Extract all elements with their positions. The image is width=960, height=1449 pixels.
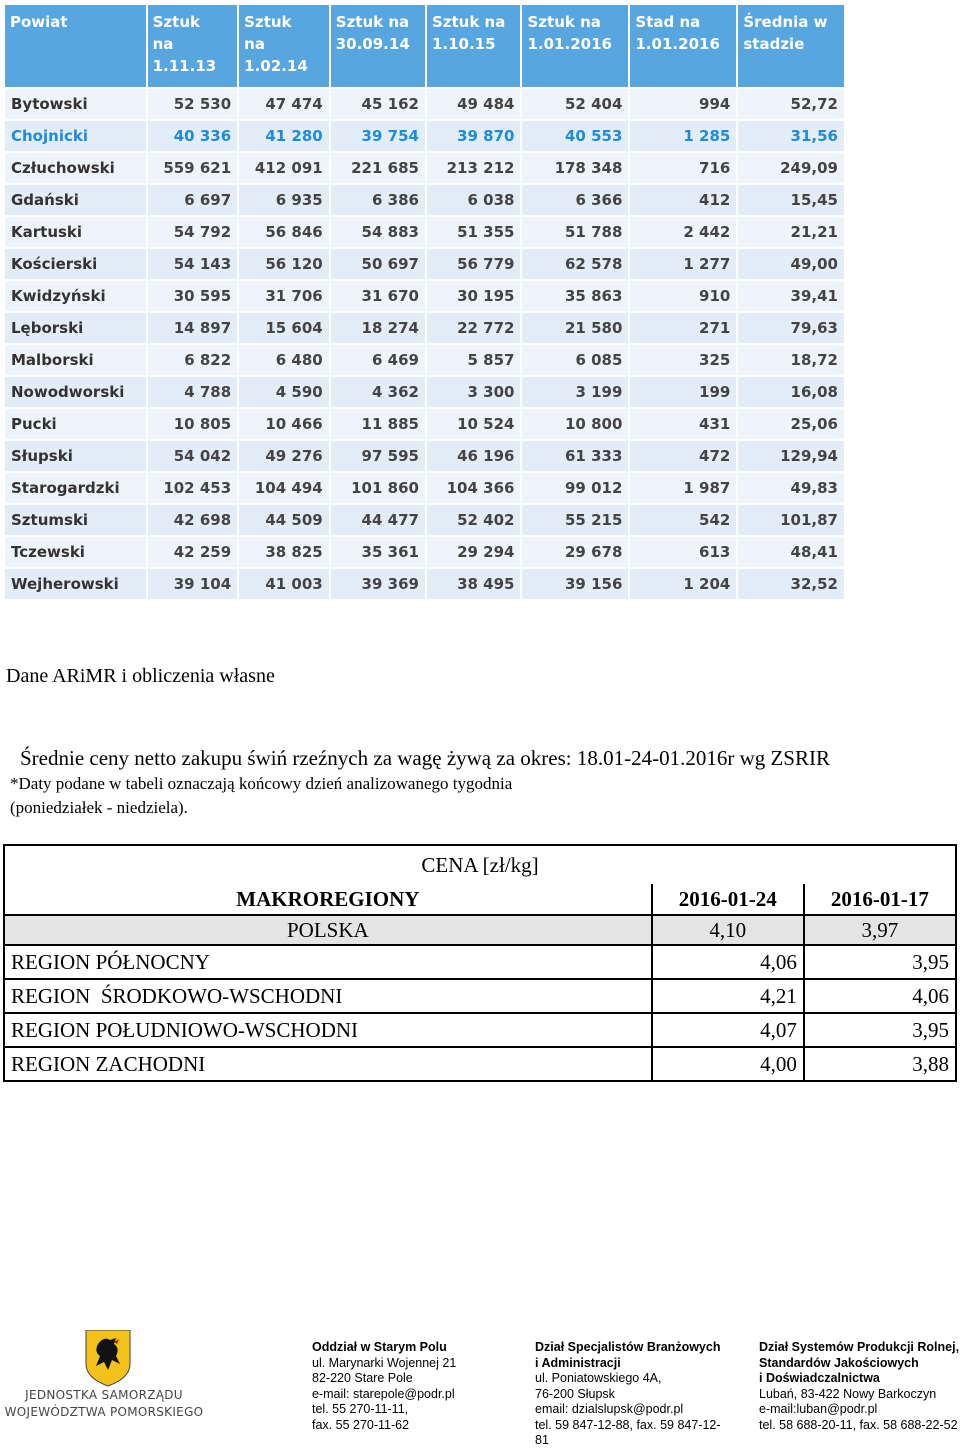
- powiat-value: 38 825: [239, 537, 329, 567]
- header-sztuk-1-10-15: Sztuk na 1.10.15: [427, 5, 521, 87]
- powiat-value: 3 199: [522, 377, 628, 407]
- powiat-value: 62 578: [522, 249, 628, 279]
- powiat-value: 44 477: [331, 505, 425, 535]
- powiat-value: 21 580: [522, 313, 628, 343]
- powiat-name: Bytowski: [5, 89, 146, 119]
- powiat-value: 39 870: [427, 121, 521, 151]
- powiat-value: 6 085: [522, 345, 628, 375]
- powiat-value: 542: [630, 505, 736, 535]
- powiat-row: [5, 441, 844, 471]
- powiat-value: 18,72: [738, 345, 844, 375]
- powiat-value: 1 987: [630, 473, 736, 503]
- footer-col2-line: i Administracji: [535, 1355, 621, 1370]
- powiat-value: 99 012: [522, 473, 628, 503]
- powiat-value: 41 003: [239, 569, 329, 599]
- footer-col2-line: tel. 59 847-12-88, fax. 59 847-12-: [535, 1417, 721, 1432]
- header-sztuk-1-01-2016: Sztuk na 1.01.2016: [522, 5, 628, 87]
- price-table-header: [4, 884, 956, 915]
- powiat-value: 61 333: [522, 441, 628, 471]
- powiat-value: 42 698: [148, 505, 238, 535]
- powiat-value: 6 469: [331, 345, 425, 375]
- powiat-value: 45 162: [331, 89, 425, 119]
- powiat-row: [5, 121, 844, 151]
- powiat-name: Pucki: [5, 409, 146, 439]
- powiat-table-header: [5, 5, 844, 87]
- region-value-1: 4,21: [652, 979, 804, 1013]
- powiat-value: 6 935: [239, 185, 329, 215]
- powiat-value: 52 402: [427, 505, 521, 535]
- footer-col3-line: tel. 58 688-20-11, fax. 58 688-22-52: [759, 1417, 958, 1432]
- powiat-row: [5, 345, 844, 375]
- powiat-value: 40 336: [148, 121, 238, 151]
- powiat-value: 5 857: [427, 345, 521, 375]
- price-table: [3, 844, 957, 1082]
- powiat-value: 21,21: [738, 217, 844, 247]
- region-label: REGION POŁUDNIOWO-WSCHODNI: [4, 1013, 652, 1047]
- region-row: [4, 1047, 956, 1081]
- date2-header: 2016-01-17: [804, 884, 956, 915]
- header-powiat: Powiat: [5, 5, 146, 87]
- powiat-value: 325: [630, 345, 736, 375]
- powiat-name: Starogardzki: [5, 473, 146, 503]
- powiat-name: Kościerski: [5, 249, 146, 279]
- powiat-row: [5, 537, 844, 567]
- powiat-value: 6 697: [148, 185, 238, 215]
- footer-col2-line: email: dzialslupsk@podr.pl: [535, 1402, 684, 1416]
- powiat-value: 1 277: [630, 249, 736, 279]
- powiat-value: 52,72: [738, 89, 844, 119]
- powiat-value: 29 678: [522, 537, 628, 567]
- header-srednia: Średnia w stadzie: [738, 5, 844, 87]
- polska-value-2: 3,97: [804, 915, 956, 945]
- powiat-value: 56 779: [427, 249, 521, 279]
- date1-header: 2016-01-24: [652, 884, 804, 915]
- polska-label: POLSKA: [4, 915, 652, 945]
- powiat-value: 32,52: [738, 569, 844, 599]
- powiat-value: 10 800: [522, 409, 628, 439]
- powiat-value: 51 788: [522, 217, 628, 247]
- powiat-value: 18 274: [331, 313, 425, 343]
- powiat-value: 199: [630, 377, 736, 407]
- powiat-value: 6 386: [331, 185, 425, 215]
- powiat-value: 30 595: [148, 281, 238, 311]
- powiat-value: 25,06: [738, 409, 844, 439]
- powiat-value: 249,09: [738, 153, 844, 183]
- powiat-row: [5, 185, 844, 215]
- polska-value-1: 4,10: [652, 915, 804, 945]
- powiat-value: 4 788: [148, 377, 238, 407]
- powiat-value: 101 860: [331, 473, 425, 503]
- powiat-row: [5, 313, 844, 343]
- powiat-value: 101,87: [738, 505, 844, 535]
- powiat-value: 51 355: [427, 217, 521, 247]
- powiat-value: 559 621: [148, 153, 238, 183]
- region-label: REGION PÓŁNOCNY: [4, 945, 652, 979]
- powiat-value: 39 369: [331, 569, 425, 599]
- powiat-name: Gdański: [5, 185, 146, 215]
- powiat-value: 49,00: [738, 249, 844, 279]
- footer-col2-line: 81: [535, 1433, 549, 1447]
- powiat-value: 49 484: [427, 89, 521, 119]
- powiat-value: 31 670: [331, 281, 425, 311]
- powiat-name: Chojnicki: [5, 121, 146, 151]
- powiat-value: 10 805: [148, 409, 238, 439]
- powiat-value: 16,08: [738, 377, 844, 407]
- powiat-row: [5, 249, 844, 279]
- region-value-2: 3,95: [804, 1013, 956, 1047]
- header-sztuk-30-09-14: Sztuk na 30.09.14: [331, 5, 425, 87]
- powiat-value: 271: [630, 313, 736, 343]
- header-sztuk-1-02-14: Sztuk na 1.02.14: [239, 5, 329, 87]
- region-value-2: 3,95: [804, 945, 956, 979]
- powiat-value: 48,41: [738, 537, 844, 567]
- powiat-value: 44 509: [239, 505, 329, 535]
- powiat-value: 54 883: [331, 217, 425, 247]
- powiat-value: 178 348: [522, 153, 628, 183]
- header-stad-1-01-2016: Stad na 1.01.2016: [630, 5, 736, 87]
- powiat-value: 15,45: [738, 185, 844, 215]
- powiat-value: 42 259: [148, 537, 238, 567]
- date-note: [10, 772, 610, 820]
- powiat-name: Malborski: [5, 345, 146, 375]
- powiat-value: 31,56: [738, 121, 844, 151]
- powiat-value: 14 897: [148, 313, 238, 343]
- logo-text-line1: JEDNOSTKA SAMORZĄDU: [25, 1388, 183, 1402]
- polska-row: [4, 915, 956, 945]
- powiat-value: 52 404: [522, 89, 628, 119]
- footer-col3-line: Standardów Jakościowych: [759, 1355, 919, 1370]
- powiat-name: Kwidzyński: [5, 281, 146, 311]
- powiat-name: Kartuski: [5, 217, 146, 247]
- powiat-value: 35 361: [331, 537, 425, 567]
- region-label: REGION ŚRODKOWO-WSCHODNI: [4, 979, 652, 1013]
- powiat-value: 38 495: [427, 569, 521, 599]
- powiat-value: 3 300: [427, 377, 521, 407]
- powiat-value: 56 120: [239, 249, 329, 279]
- region-label: REGION ZACHODNI: [4, 1047, 652, 1081]
- powiat-value: 31 706: [239, 281, 329, 311]
- powiat-value: 52 530: [148, 89, 238, 119]
- footer-col1-line: fax. 55 270-11-62: [312, 1417, 410, 1432]
- powiat-value: 49 276: [239, 441, 329, 471]
- powiat-value: 97 595: [331, 441, 425, 471]
- price-title: Średnie ceny netto zakupu świń rzeźnych za wagę żywą za okres: 18.01-24-01.2016r wg ZSRIR: [20, 746, 830, 770]
- footer-col3-line: Dział Systemów Produkcji Rolnej,: [759, 1340, 960, 1354]
- powiat-row: [5, 505, 844, 535]
- powiat-value: 50 697: [331, 249, 425, 279]
- powiat-value: 55 215: [522, 505, 628, 535]
- footer-contact-stare-pole: [312, 1340, 456, 1433]
- powiat-value: 10 466: [239, 409, 329, 439]
- source-note: Dane ARiMR i obliczenia własne: [6, 665, 275, 687]
- powiat-value: 716: [630, 153, 736, 183]
- powiat-value: 46 196: [427, 441, 521, 471]
- powiat-table-body: [5, 89, 844, 599]
- powiat-value: 1 285: [630, 121, 736, 151]
- powiat-row: [5, 377, 844, 407]
- powiat-value: 54 143: [148, 249, 238, 279]
- date-note-line1: *Daty podane w tabeli oznaczają końcowy dzień analizowanego tygodnia: [10, 774, 513, 793]
- footer-col2-line: Dział Specjalistów Branżowych: [535, 1340, 721, 1354]
- powiat-value: 102 453: [148, 473, 238, 503]
- footer-col1-line: 82-220 Stare Pole: [312, 1371, 413, 1385]
- footer-contact-slupsk: [535, 1340, 721, 1449]
- powiat-value: 994: [630, 89, 736, 119]
- region-row: [4, 979, 956, 1013]
- powiat-value: 79,63: [738, 313, 844, 343]
- powiat-value: 412: [630, 185, 736, 215]
- date-note-line2: (poniedziałek - niedziela).: [10, 798, 188, 817]
- powiat-value: 15 604: [239, 313, 329, 343]
- region-row: [4, 1013, 956, 1047]
- powiat-value: 47 474: [239, 89, 329, 119]
- powiat-value: 56 846: [239, 217, 329, 247]
- powiat-row: [5, 153, 844, 183]
- footer-col2-line: ul. Poniatowskiego 4A,: [535, 1371, 662, 1385]
- powiat-value: 22 772: [427, 313, 521, 343]
- powiat-row: [5, 409, 844, 439]
- powiat-value: 4 590: [239, 377, 329, 407]
- powiat-value: 10 524: [427, 409, 521, 439]
- powiat-value: 39 156: [522, 569, 628, 599]
- powiat-value: 49,83: [738, 473, 844, 503]
- powiat-value: 129,94: [738, 441, 844, 471]
- footer-col3-line: i Doświadczalnictwa: [759, 1371, 880, 1385]
- region-value-2: 4,06: [804, 979, 956, 1013]
- powiat-value: 4 362: [331, 377, 425, 407]
- footer-col2-line: 76-200 Słupsk: [535, 1386, 615, 1401]
- footer-col1-line: ul. Marynarki Wojennej 21: [312, 1355, 457, 1370]
- powiat-name: Człuchowski: [5, 153, 146, 183]
- logo-text: [4, 1387, 204, 1421]
- powiat-value: 30 195: [427, 281, 521, 311]
- footer-col1-line: Oddział w Starym Polu: [312, 1340, 447, 1354]
- powiat-value: 412 091: [239, 153, 329, 183]
- powiat-value: 104 366: [427, 473, 521, 503]
- region-value-1: 4,00: [652, 1047, 804, 1081]
- powiat-value: 6 822: [148, 345, 238, 375]
- powiat-name: Lęborski: [5, 313, 146, 343]
- powiat-value: 104 494: [239, 473, 329, 503]
- powiat-value: 221 685: [331, 153, 425, 183]
- powiat-value: 39,41: [738, 281, 844, 311]
- powiat-row: [5, 89, 844, 119]
- powiat-value: 6 480: [239, 345, 329, 375]
- powiat-name: Wejherowski: [5, 569, 146, 599]
- powiat-value: 431: [630, 409, 736, 439]
- powiat-row: [5, 281, 844, 311]
- makroregiony-header: MAKROREGIONY: [4, 884, 652, 915]
- footer-contact-luban: [759, 1340, 959, 1433]
- footer-col1-line: tel. 55 270-11-11,: [312, 1402, 409, 1416]
- powiat-value: 6 038: [427, 185, 521, 215]
- powiat-value: 910: [630, 281, 736, 311]
- powiat-value: 39 104: [148, 569, 238, 599]
- powiat-row: [5, 473, 844, 503]
- powiat-name: Nowodworski: [5, 377, 146, 407]
- footer-col3-line: e-mail:luban@podr.pl: [759, 1402, 878, 1416]
- powiat-value: 213 212: [427, 153, 521, 183]
- powiat-value: 472: [630, 441, 736, 471]
- powiat-value: 29 294: [427, 537, 521, 567]
- powiat-value: 6 366: [522, 185, 628, 215]
- footer-col1-line: e-mail: starepole@podr.pl: [312, 1386, 455, 1401]
- powiat-row: [5, 217, 844, 247]
- powiat-name: Słupski: [5, 441, 146, 471]
- header-sztuk-1-11-13: Sztuk na 1.11.13: [148, 5, 238, 87]
- powiat-value: 613: [630, 537, 736, 567]
- footer-col3-line: Lubań, 83-422 Nowy Barkoczyn: [759, 1386, 937, 1401]
- powiat-value: 41 280: [239, 121, 329, 151]
- powiat-value: 2 442: [630, 217, 736, 247]
- region-row: [4, 945, 956, 979]
- powiat-value: 39 754: [331, 121, 425, 151]
- powiat-value: 11 885: [331, 409, 425, 439]
- powiat-value: 40 553: [522, 121, 628, 151]
- powiat-name: Sztumski: [5, 505, 146, 535]
- powiat-value: 35 863: [522, 281, 628, 311]
- powiat-value: 54 042: [148, 441, 238, 471]
- powiat-row: [5, 569, 844, 599]
- region-value-1: 4,07: [652, 1013, 804, 1047]
- powiat-value: 1 204: [630, 569, 736, 599]
- powiat-table: [3, 3, 846, 601]
- powiat-name: Tczewski: [5, 537, 146, 567]
- powiat-value: 54 792: [148, 217, 238, 247]
- region-value-1: 4,06: [652, 945, 804, 979]
- logo-text-line2: WOJEWÓDZTWA POMORSKIEGO: [4, 1405, 204, 1419]
- region-value-2: 3,88: [804, 1047, 956, 1081]
- price-table-caption: CENA [zł/kg]: [4, 845, 956, 884]
